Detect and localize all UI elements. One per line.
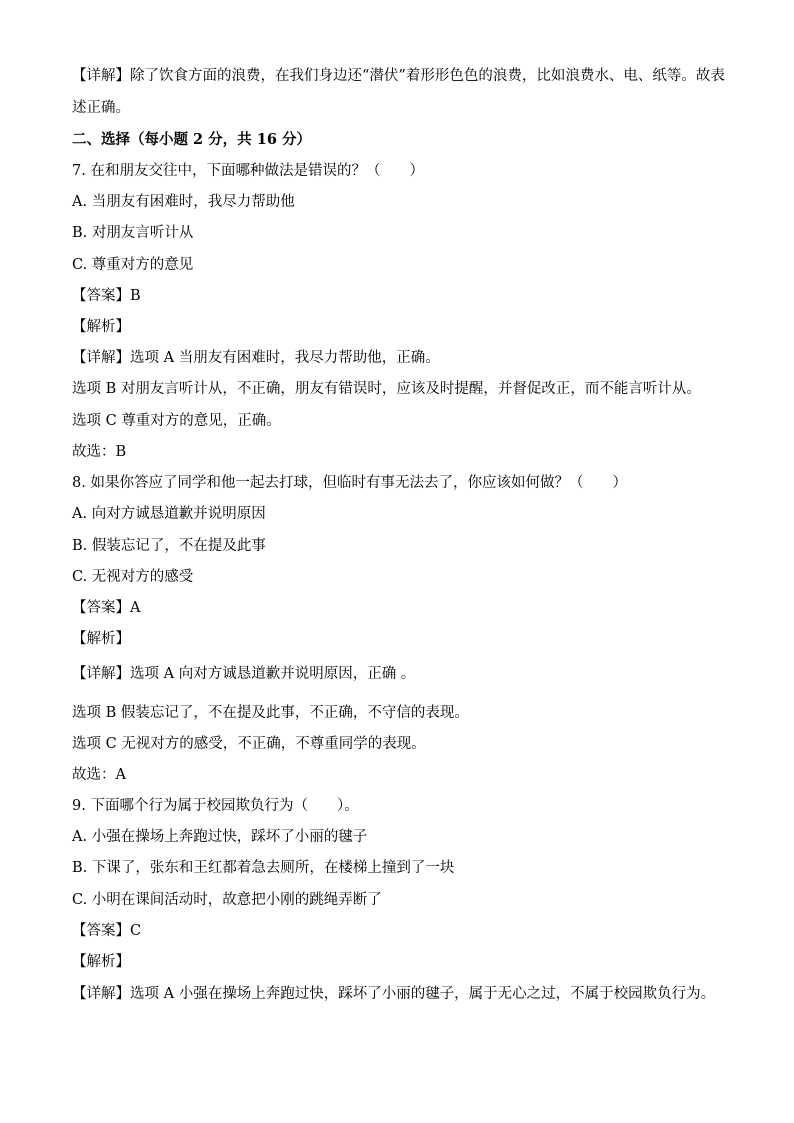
q7-option-c: C. 尊重对方的意见 [72,257,194,273]
q8-analysis-label: 【解析】 [72,631,130,647]
q9-option-b: B. 下课了，张东和王红都着急去厕所，在楼梯上撞到了一块 [72,860,455,876]
q8-detail: 选项 C 无视对方的感受，不正确，不尊重同学的表现。 [72,736,426,752]
question-8: 8. 如果你答应了同学和他一起去打球，但临时有事无法去了，你应该如何做？（ ） [72,475,627,491]
q7-detail: 选项 B 对朋友言听计从，不正确，朋友有错误时，应该及时提醒，并督促改正，而不能言听计从。 [72,381,701,397]
q7-answer: 【答案】B [72,288,141,304]
q9-option-c: C. 小明在课间活动时，故意把小刚的跳绳弄断了 [72,892,382,908]
q8-option-c: C. 无视对方的感受 [72,569,194,585]
q8-answer: 【答案】A [72,600,141,616]
question-7: 7. 在和朋友交往中，下面哪种做法是错误的？（ ） [72,163,424,179]
q9-option-a: A. 小强在操场上奔跑过快，踩坏了小丽的毽子 [72,829,368,845]
q9-detail: 【详解】选项 A 小强在操场上奔跑过快，踩坏了小丽的毽子，属于无心之过，不属于校园欺负行为。 [72,986,716,1002]
section-heading: 二、选择（每小题 2 分，共 16 分） [72,131,311,148]
q8-detail: 选项 B 假装忘记了，不在提及此事，不正确，不守信的表现。 [72,705,469,721]
q8-option-b: B. 假装忘记了，不在提及此事 [72,538,266,554]
q8-detail: 【详解】选项 A 向对方诚恳道歉并说明原因，正确 。 [72,666,416,682]
q9-analysis-label: 【解析】 [72,954,130,970]
q7-analysis-label: 【解析】 [72,319,130,335]
q7-detail: 选项 C 尊重对方的意见，正确。 [72,413,281,429]
q7-choice: 故选：B [72,444,127,460]
explanation-line: 述正确。 [72,100,130,116]
explanation-line: 【详解】除了饮食方面的浪费，在我们身边还“潜伏”着形形色色的浪费，比如浪费水、电、纸等。故表 [72,68,725,84]
q7-detail: 【详解】选项 A 当朋友有困难时，我尽力帮助他，正确。 [72,350,440,366]
q9-answer: 【答案】C [72,923,142,939]
q8-choice: 故选：A [72,767,126,783]
q7-option-a: A. 当朋友有困难时，我尽力帮助他 [72,194,295,210]
q7-option-b: B. 对朋友言听计从 [72,225,194,241]
q8-option-a: A. 向对方诚恳道歉并说明原因 [72,506,266,522]
question-9: 9. 下面哪个行为属于校园欺负行为（ ）。 [72,798,359,814]
